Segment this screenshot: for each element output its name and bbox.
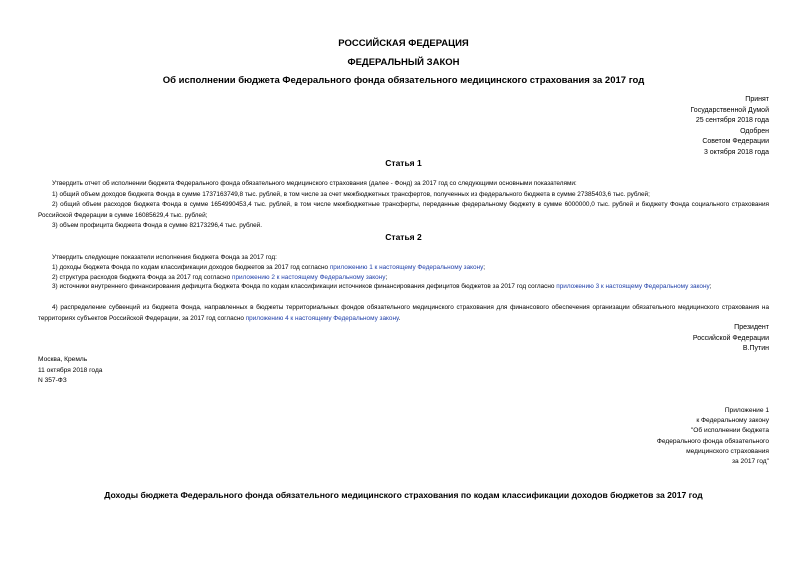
law-title: Об исполнении бюджета Федерального фонда обязательного медицинского страхования за 2017 год [162,75,645,86]
article-2-item-3 [38,282,769,293]
article-1-intro: Утвердить отчет об исполнении бюджета Федерального фонда обязательного медицинского страхования (далее - Фонд) за 2017 год со следующими основными показателями: [52,180,577,187]
adoption-line: Государственной Думой [690,106,769,114]
country-heading: РОССИЙСКАЯ ФЕДЕРАЦИЯ [338,38,469,49]
adoption-line: Одобрен [740,127,769,135]
appendix-1-link[interactable]: приложению 1 к настоящему Федеральному закону [329,264,484,271]
law-type-heading: ФЕДЕРАЛЬНЫЙ ЗАКОН [347,57,460,68]
adoption-line: Советом Федерации [702,138,769,145]
signing-place: Москва, Кремль [38,356,88,363]
president-signature [693,323,769,355]
item-text: 4) распределение субвенций из бюджета Фонда, направленных в бюджеты территориальных фондов обязательного медицинского страхования для финансового обеспечения организации обязательного медицинского страхования на территориях субъектов Российской Федерации, за 2017 год согласно [38,304,769,322]
signature-title: Президент [734,324,769,331]
article-2-intro: Утвердить следующие показатели исполнения бюджета Фонда за 2017 год: [52,254,277,261]
article-2-item-4 [38,303,769,324]
article-2-title: Статья 2 [385,232,422,242]
place-date-block [38,355,102,387]
article-2-item-1 [38,263,769,274]
signing-date: 11 октября 2018 года [38,366,103,374]
appendix-line: медицинского страхования [686,447,769,455]
appendix-line: "Об исполнении бюджета [690,427,769,435]
article-1-title: Статья 1 [385,158,422,168]
adoption-line: 3 октября 2018 года [703,148,769,156]
income-table-title: Доходы бюджета Федерального фонда обязательного медицинского страхования по кодам классификации доходов бюджетов за 2017 год [104,490,703,500]
item-end: ; [709,283,712,290]
law-number: N 357-ФЗ [38,377,67,384]
appendix-3-link[interactable]: приложению 3 к настоящему Федеральному закону [556,283,710,290]
appendix-line: к Федеральному закону [696,417,769,425]
appendix-line: Федерального фонда обязательного [656,437,769,445]
signature-title: Российской Федерации [692,334,769,342]
item-text: 1) доходы бюджета Фонда по кодам классификации доходов бюджетов за 2017 год согласно [52,264,330,271]
article-1-item-1: 1) общий объем доходов бюджета Фонда в сумме 1737163749,8 тыс. рублей, в том числе за счет межбюджетных трансфертов, полученных из федерального бюджета в сумме 27385403,6 тыс. рублей; [52,191,650,198]
signature-name: В.Путин [742,345,769,352]
item-end: ; [385,274,388,281]
appendix-line: за 2017 год" [732,458,769,466]
adoption-line: Принят [745,96,769,103]
adoption-line: 25 сентября 2018 года [695,117,769,124]
adoption-block [690,95,769,158]
appendix-2-link[interactable]: приложению 2 к настоящему Федеральному закону [231,274,386,281]
article-1-item-3: 3) объем профицита бюджета Фонда в сумме 82173296,4 тыс. рублей. [52,222,262,229]
appendix-4-link[interactable]: приложению 4 к настоящему Федеральному закону [245,314,399,322]
appendix-1-header [657,406,769,467]
item-end: . [398,314,401,322]
item-text: 3) источники внутреннего финансирования дефицита бюджета Фонда по кодам классификации источников финансирования дефицитов бюджетов за 2017 год согласно [52,283,557,290]
article-1-item-2: 2) общий объем расходов бюджета Фонда в сумме 1654990453,4 тыс. рублей, в том числе межбюджетные трансферты, переданные федеральному бюджету в сумме 6000000,0 тыс. рублей и бюджету Фонда социального страхования Российской Федерации в сумме 16085629,4 тыс. рублей; [38,201,769,219]
item-text: 2) структура расходов бюджета Фонда за 2017 год согласно [52,274,232,281]
item-end: ; [483,264,486,271]
appendix-line: Приложение 1 [724,407,769,414]
